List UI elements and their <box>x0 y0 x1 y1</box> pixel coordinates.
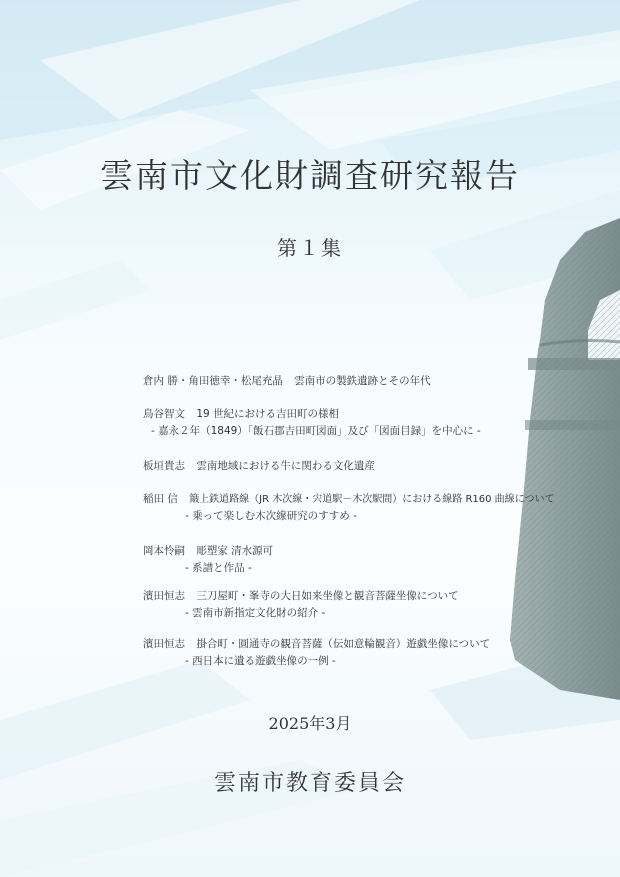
report-title: 雲南市文化財調査研究報告 <box>100 156 520 195</box>
entry-authors: 板垣貴志 <box>143 460 185 472</box>
entry-title: 雲南地域における牛に関わる文化遺産 <box>196 460 375 472</box>
publication-date: 2025年3月 <box>268 714 352 733</box>
entry-authors: 濱田恒志 <box>143 638 185 650</box>
entry-authors: 倉内 勝・角田徳幸・松尾充晶 <box>143 375 283 387</box>
entry-subtitle: - 雲南市新指定文化財の紹介 - <box>185 607 326 619</box>
entry-authors: 岡本怜嗣 <box>143 545 185 557</box>
entry-title: 簸上鉄道路線（JR 木次線・宍道駅－木次駅間）における線路 R160 曲線について <box>189 494 555 505</box>
entry-title: 19 世紀における吉田町の様相 <box>196 408 340 420</box>
entry-title: 掛合町・圓通寺の観音菩薩（伝如意輪観音）遊戯坐像について <box>196 638 491 650</box>
entry-title: 三刀屋町・峯寺の大日如来坐像と観音菩薩坐像について <box>196 590 459 602</box>
volume-number: 第１集 <box>277 236 343 260</box>
publisher-name: 雲南市教育委員会 <box>213 771 406 796</box>
entry-title: 雲南市の製鉄遺跡とその年代 <box>294 375 431 387</box>
entry-subtitle: - 系譜と作品 - <box>185 562 252 574</box>
entry-title: 彫塑家 清水源可 <box>196 545 274 557</box>
entry-authors: 稲田 信 <box>143 493 178 505</box>
entry-subtitle: - 乗って楽しむ木次線研究のすすめ - <box>185 510 357 522</box>
entry-authors: 濱田恒志 <box>143 590 185 602</box>
entry-subtitle: - 嘉永２年（1849）「飯石郡吉田町図面」及び「図面目録」を中心に - <box>151 425 481 437</box>
entry-subtitle: - 西日本に遺る遊戯坐像の一例 - <box>185 655 336 667</box>
entry-authors: 鳥谷智文 <box>143 408 185 420</box>
